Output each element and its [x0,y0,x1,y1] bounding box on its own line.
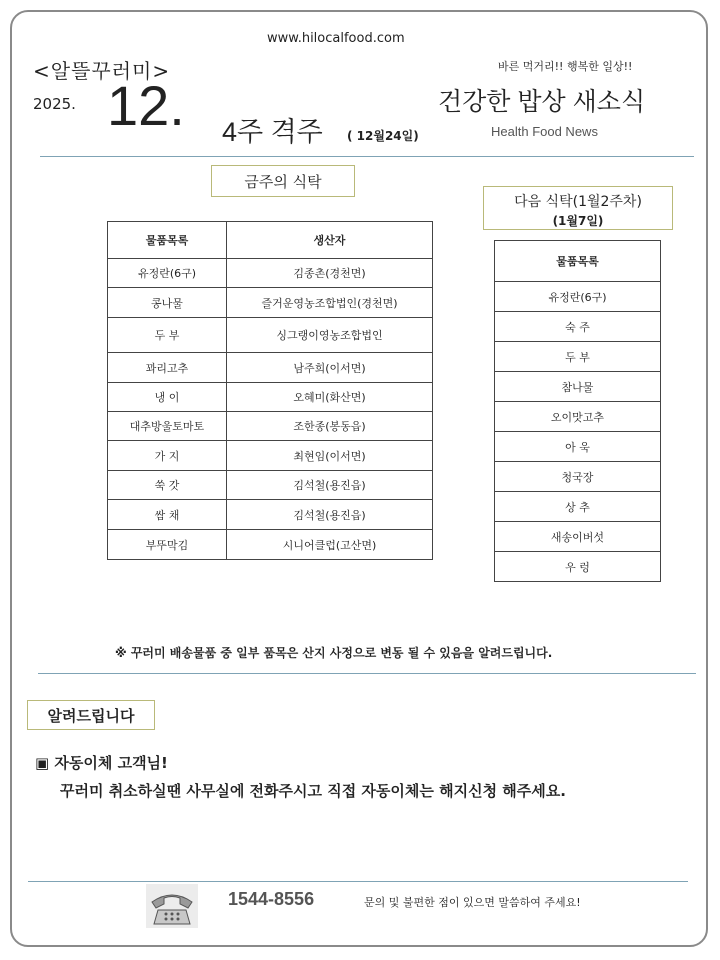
table-row [495,312,661,342]
item-name: 부뚜막김 [108,530,227,560]
item-name: 콩나물 [108,288,227,318]
issue-year: 2025. [33,95,76,113]
footer-divider [28,881,688,882]
item-name: 유정란(6구) [108,259,227,288]
producer-name: 싱그랭이영농조합법인 [227,318,433,353]
table-row [108,383,433,412]
header-divider [40,156,694,157]
table-row [108,412,433,441]
item-name: 쌈 채 [108,500,227,530]
substitution-notice: ※ 꾸러미 배송물품 중 일부 품목은 산지 사정으로 변동 될 수 있음을 알려드립니다. [115,646,553,660]
table-row [108,530,433,560]
column-header-next-items: 물품목록 [495,241,661,282]
this-week-table [107,221,433,560]
this-week-label: 금주의 식탁 [211,165,355,197]
phone-number[interactable]: 1544-8556 [228,889,315,909]
newsletter-title: 건강한 밥상 새소식 [438,88,646,116]
contact-text: 문의 및 불편한 점이 있으면 말씀하여 주세요! [364,896,581,909]
item-name: 두 부 [108,318,227,353]
announcement-heading: ▣ 자동이체 고객님! [35,754,168,772]
next-week-label: 다음 식탁(1월2주차) [514,194,642,210]
next-item-name: 우 렁 [495,552,661,582]
table-row [108,288,433,318]
issue-date: ( 12월24일) [347,129,419,143]
issue-month: 12. [107,74,185,137]
table-row [495,432,661,462]
website-url[interactable]: www.hilocalfood.com [267,31,405,46]
next-item-name: 오이맛고추 [495,402,661,432]
producer-name: 남주희(이서면) [227,353,433,383]
producer-name: 시니어클럽(고산면) [227,530,433,560]
next-item-name: 숙 주 [495,312,661,342]
next-item-name: 참나물 [495,372,661,402]
column-header-items: 물품목록 [108,222,227,259]
next-item-name: 유정란(6구) [495,282,661,312]
slogan: 바른 먹거리!! 행복한 일상!! [498,60,633,73]
item-name: 대추방울토마토 [108,412,227,441]
producer-name: 오혜미(화산면) [227,383,433,412]
announcement-body: 꾸러미 취소하실땐 사무실에 전화주시고 직접 자동이체는 해지신청 해주세요. [60,782,566,800]
table-row [108,353,433,383]
next-week-date: (1월7일) [552,214,604,228]
producer-name: 즐거운영농조합법인(경천면) [227,288,433,318]
item-name: 쑥 갓 [108,471,227,500]
next-week-table [494,240,661,582]
telephone-icon [146,884,198,928]
next-item-name: 아 욱 [495,432,661,462]
table-row [495,492,661,522]
table-row [495,522,661,552]
next-item-name: 청국장 [495,462,661,492]
announcement-label: 알려드립니다 [27,700,155,730]
issue-week: 4주 격주 [222,117,323,147]
producer-name: 김석철(용진읍) [227,471,433,500]
producer-name: 조한종(봉동읍) [227,412,433,441]
producer-name: 김종촌(경천면) [227,259,433,288]
item-name: 가 지 [108,441,227,471]
brand-name: <알뜰꾸러미> [33,59,171,83]
table-row [495,402,661,432]
item-name: 꽈리고추 [108,353,227,383]
producer-name: 김석철(용진읍) [227,500,433,530]
table-row [108,441,433,471]
next-week-label-box [483,186,673,230]
section-divider [38,673,696,674]
table-row [495,552,661,582]
table-row [108,471,433,500]
item-name: 냉 이 [108,383,227,412]
table-row [108,500,433,530]
table-row [108,318,433,353]
producer-name: 최현임(이서면) [227,441,433,471]
column-header-producer: 생산자 [227,222,433,259]
next-item-name: 상 추 [495,492,661,522]
table-row [495,462,661,492]
table-row [495,282,661,312]
next-item-name: 새송이버섯 [495,522,661,552]
table-row [495,342,661,372]
table-row [495,372,661,402]
newsletter-subtitle: Health Food News [491,124,598,139]
next-item-name: 두 부 [495,342,661,372]
table-row [108,259,433,288]
